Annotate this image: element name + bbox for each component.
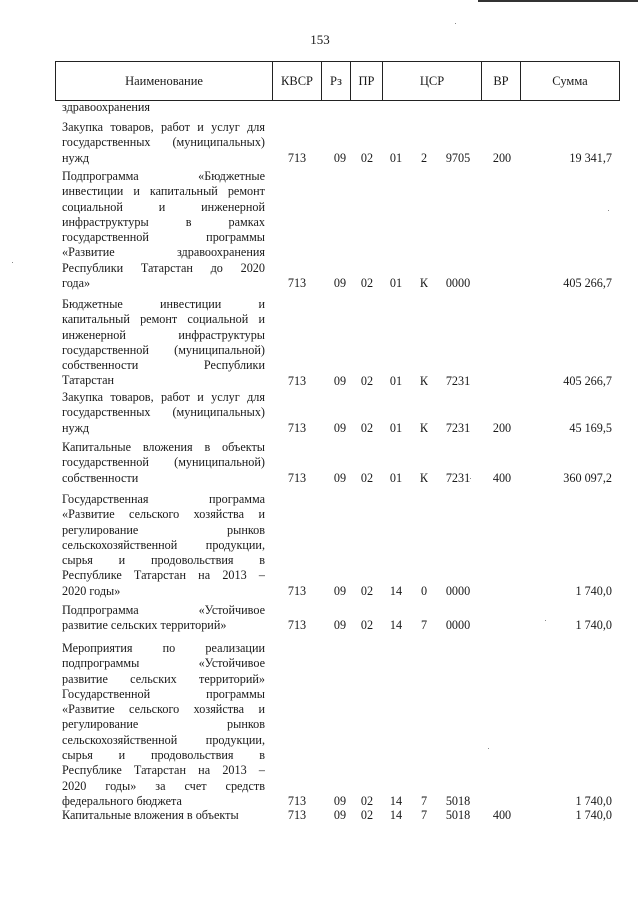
cell-csr2: 7 <box>420 618 428 633</box>
row-name-line: «Развитие сельского хозяйства и <box>62 507 265 522</box>
page-number: 153 <box>310 32 330 47</box>
cell-csr2: К <box>419 470 429 485</box>
cell-pr: 02 <box>360 808 374 822</box>
cell-pr: 02 <box>360 150 374 165</box>
row-name <box>62 169 265 291</box>
top-rule <box>478 0 638 2</box>
row-name-line: Республике Татарстан на 2013 – <box>62 763 265 778</box>
cell-kvsr: 713 <box>287 276 307 291</box>
row-name-line: Капитальные вложения в объекты <box>62 808 239 822</box>
cell-pr: 02 <box>360 373 374 388</box>
cell-sum: 45 169,5 <box>569 420 612 435</box>
row-name-line: государственной (муниципальной) <box>62 342 265 357</box>
cell-pr: 02 <box>360 794 374 808</box>
row-name-line: сырья и продовольствия в <box>62 553 265 568</box>
row-name-line: сельскохозяйственной продукции, <box>62 537 265 552</box>
cell-csr2: 7 <box>420 794 428 808</box>
row-name-line: Закупка товаров, работ и услуг для <box>62 390 265 404</box>
row-name-line: Государственная программа <box>62 492 265 506</box>
row-name-line: нужд <box>62 420 90 435</box>
cell-sum: 1 740,0 <box>575 808 612 822</box>
cell-csr1: 14 <box>389 618 403 633</box>
cell-csr3: 7231 <box>445 420 471 435</box>
row-name-line: регулирование рынков <box>62 522 265 537</box>
cell-csr1: 01 <box>389 470 403 485</box>
cell-csr3: 7231 <box>445 470 471 485</box>
row-name-line: государственной (муниципальной) <box>62 455 265 470</box>
cell-csr2: 0 <box>420 583 428 598</box>
scan-speck <box>608 210 609 211</box>
cell-pr: 02 <box>360 583 374 598</box>
cell-kvsr: 713 <box>287 794 307 808</box>
row-name-line: Республике Татарстан на 2013 – <box>62 568 265 583</box>
cell-rz: 09 <box>333 276 347 291</box>
row-name-line: капитальный ремонт социальной и <box>62 312 265 327</box>
cell-rz: 09 <box>333 420 347 435</box>
row-name <box>62 390 265 436</box>
cell-sum: 1 740,0 <box>575 583 612 598</box>
cell-pr: 02 <box>360 470 374 485</box>
cell-sum: 1 740,0 <box>575 794 612 808</box>
cell-csr2: К <box>419 420 429 435</box>
cell-csr1: 14 <box>389 583 403 598</box>
row-name <box>62 641 265 809</box>
cell-sum: 405 266,7 <box>563 373 612 388</box>
scan-speck <box>545 620 546 621</box>
cell-vr: 400 <box>492 470 512 485</box>
row-name-line: Татарстан <box>62 373 115 388</box>
row-name-line: Государственной программы <box>62 686 265 701</box>
row-name <box>62 492 265 599</box>
cell-kvsr: 713 <box>287 808 307 822</box>
row-name-line: собственности <box>62 470 139 485</box>
cell-vr: 400 <box>492 808 512 822</box>
header-rz: Рз <box>321 61 351 101</box>
row-name-line: регулирование рынков <box>62 717 265 732</box>
cell-sum: 360 097,2 <box>563 470 612 485</box>
cell-csr1: 01 <box>389 276 403 291</box>
cell-sum: 1 740,0 <box>575 618 612 633</box>
row-name-line: 2020 годы» за счет средств <box>62 778 265 793</box>
row-name-line: Мероприятия по реализации <box>62 641 265 655</box>
row-name-line: государственных (муниципальных) <box>62 405 265 420</box>
cell-rz: 09 <box>333 808 347 822</box>
cell-csr1: 01 <box>389 373 403 388</box>
row-name-line: года» <box>62 276 91 291</box>
row-name <box>62 440 265 486</box>
row-name-line: инженерной инфраструктуры <box>62 327 265 342</box>
cell-vr: 200 <box>492 420 512 435</box>
row-name-line: сырья и продовольствия в <box>62 748 265 763</box>
row-name-line: развитие сельских территорий» <box>62 671 265 686</box>
cell-kvsr: 713 <box>287 583 307 598</box>
header-vr: ВР <box>481 61 521 101</box>
row-name-line: государственных (муниципальных) <box>62 135 265 150</box>
row-name-line: Капитальные вложения в объекты <box>62 440 265 454</box>
cell-sum: 405 266,7 <box>563 276 612 291</box>
cell-csr2: К <box>419 373 429 388</box>
cell-rz: 09 <box>333 794 347 808</box>
row-name-line: инвестиции и капитальный ремонт <box>62 184 265 199</box>
cell-rz: 09 <box>333 150 347 165</box>
row-name-line: Бюджетные инвестиции и <box>62 297 265 311</box>
header-pr: ПР <box>350 61 383 101</box>
cell-pr: 02 <box>360 276 374 291</box>
row-name-line: Подпрограмма «Бюджетные <box>62 169 265 183</box>
cell-csr3: 0000 <box>445 583 471 598</box>
cell-csr3: 9705 <box>445 150 471 165</box>
row-name-line: 2020 годы» <box>62 583 121 598</box>
row-name-line: инфраструктуры в рамках <box>62 214 265 229</box>
cell-sum: 19 341,7 <box>569 150 612 165</box>
cell-kvsr: 713 <box>287 470 307 485</box>
cell-csr2: К <box>419 276 429 291</box>
row-name-line: федерального бюджета <box>62 793 182 808</box>
row-name <box>62 120 265 166</box>
row-name-line: развитие сельских территорий» <box>62 618 227 633</box>
cell-csr1: 14 <box>389 794 403 808</box>
scan-speck <box>455 23 456 24</box>
row-name-line: собственности Республики <box>62 358 265 373</box>
cell-csr1: 01 <box>389 420 403 435</box>
cell-rz: 09 <box>333 470 347 485</box>
row-name <box>62 603 265 634</box>
cell-vr: 200 <box>492 150 512 165</box>
cell-kvsr: 713 <box>287 150 307 165</box>
cell-csr3: 0000 <box>445 618 471 633</box>
cell-rz: 09 <box>333 373 347 388</box>
cell-csr3: 5018 <box>445 794 471 808</box>
cell-rz: 09 <box>333 583 347 598</box>
row-name-line: подпрограммы «Устойчивое <box>62 656 265 671</box>
cell-pr: 02 <box>360 420 374 435</box>
carryover-text: здравоохранения <box>62 100 151 114</box>
row-name <box>62 297 265 389</box>
row-name <box>62 808 265 823</box>
cell-pr: 02 <box>360 618 374 633</box>
scan-speck <box>470 478 471 479</box>
row-name-line: «Развитие сельского хозяйства и <box>62 702 265 717</box>
cell-kvsr: 713 <box>287 618 307 633</box>
row-name-line: сельскохозяйственной продукции, <box>62 732 265 747</box>
cell-kvsr: 713 <box>287 373 307 388</box>
cell-csr3: 5018 <box>445 808 471 822</box>
scan-speck <box>488 748 489 749</box>
row-name-line: Закупка товаров, работ и услуг для <box>62 120 265 134</box>
scan-speck <box>12 262 13 263</box>
header-csr: ЦСР <box>382 61 482 101</box>
cell-csr2: 7 <box>420 808 428 822</box>
row-name-line: социальной и инженерной <box>62 199 265 214</box>
cell-csr1: 01 <box>389 150 403 165</box>
cell-csr3: 7231 <box>445 373 471 388</box>
cell-csr3: 0000 <box>445 276 471 291</box>
row-name-line: нужд <box>62 150 90 165</box>
cell-csr2: 2 <box>420 150 428 165</box>
cell-kvsr: 713 <box>287 420 307 435</box>
row-name-line: государственной программы <box>62 230 265 245</box>
row-name-line: «Развитие здравоохранения <box>62 245 265 260</box>
cell-csr1: 14 <box>389 808 403 822</box>
row-name-line: Подпрограмма «Устойчивое <box>62 603 265 617</box>
header-kvsr: КВСР <box>272 61 322 101</box>
row-name-line: Республики Татарстан до 2020 <box>62 260 265 275</box>
header-name: Наименование <box>55 61 273 101</box>
cell-rz: 09 <box>333 618 347 633</box>
header-sum: Сумма <box>520 61 620 101</box>
